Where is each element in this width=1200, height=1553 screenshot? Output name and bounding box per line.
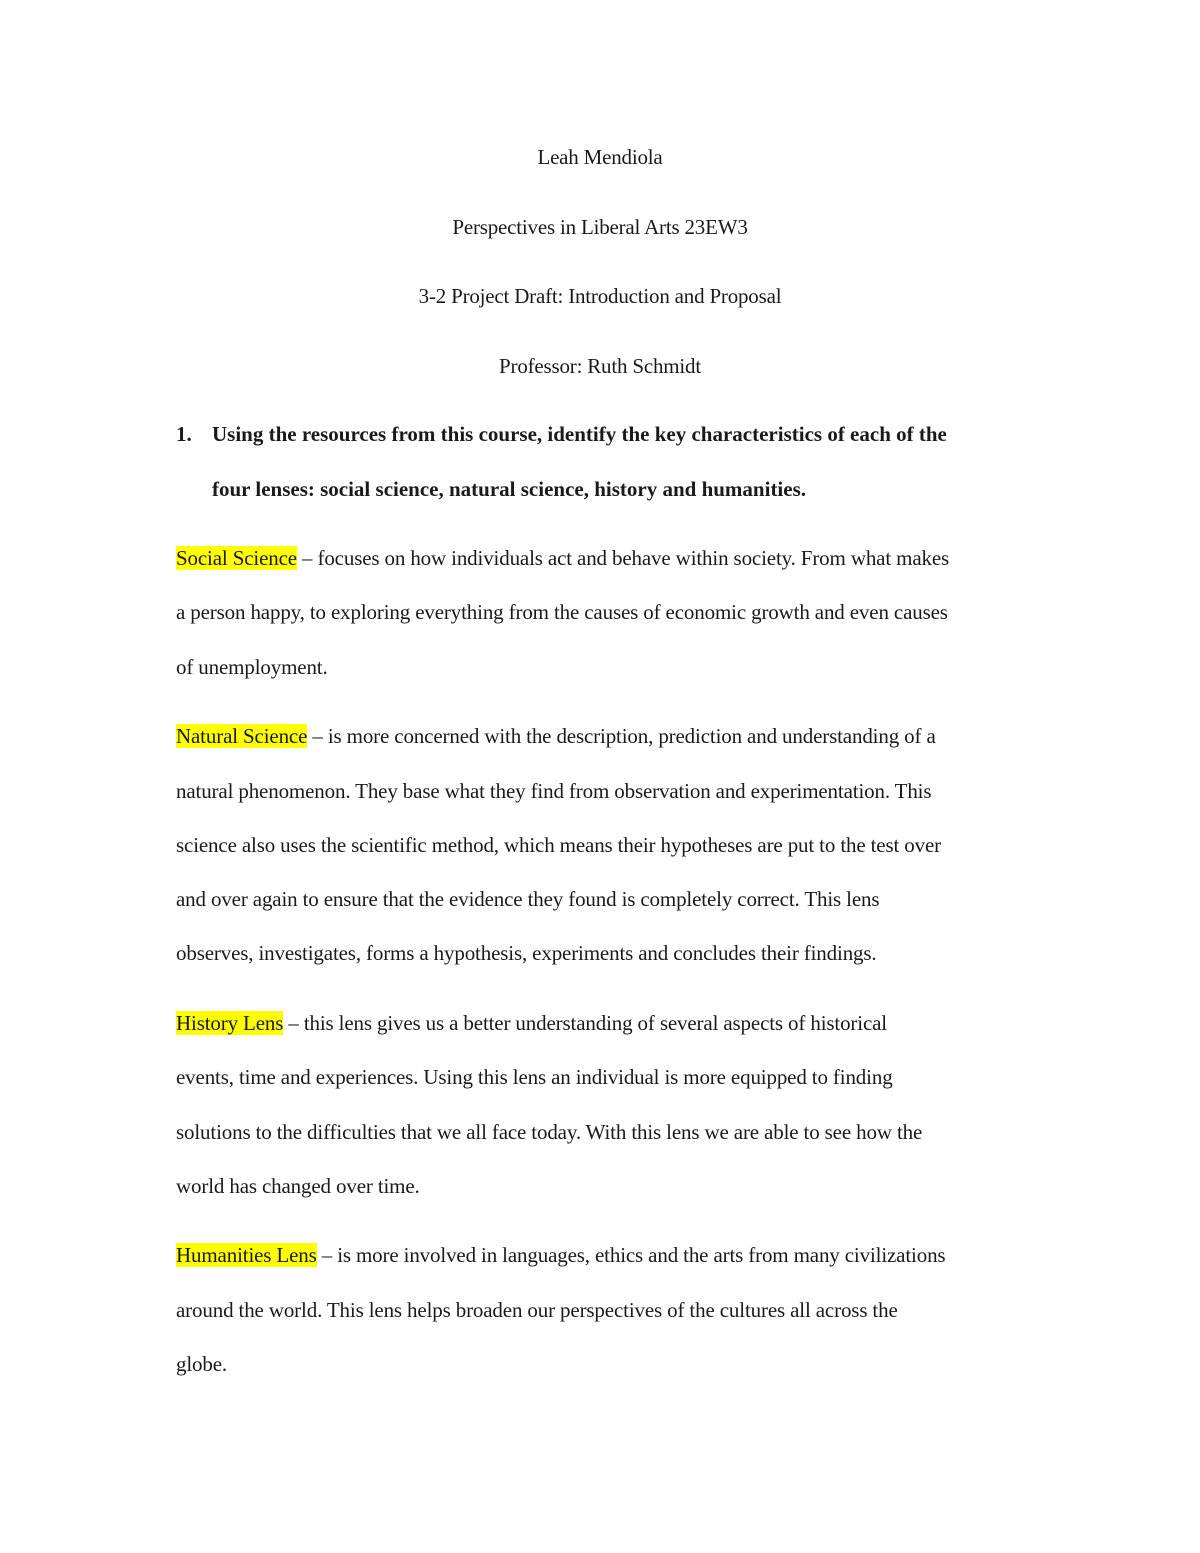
author-name: Leah Mendiola: [537, 145, 663, 169]
question-line-2: four lenses: social science, natural science, history and humanities.: [212, 477, 807, 501]
natural-science-line-5: observes, investigates, forms a hypothesis, experiments and concludes their findings.: [176, 941, 877, 965]
professor-name: Professor: Ruth Schmidt: [499, 354, 701, 378]
social-science-line-1: [176, 545, 949, 571]
natural-science-term: Natural Science: [176, 724, 308, 748]
natural-science-text-1: – is more concerned with the description, prediction and understanding of a: [307, 724, 936, 748]
social-science-line-2: a person happy, to exploring everything from the causes of economic growth and even causes: [176, 600, 948, 624]
course-title: Perspectives in Liberal Arts 23EW3: [452, 215, 748, 239]
question-number: 1.: [176, 422, 192, 446]
social-science-text-1: – focuses on how individuals act and behave within society. From what makes: [296, 546, 950, 570]
humanities-lens-line-3: globe.: [176, 1352, 228, 1376]
history-lens-line-1: [176, 1010, 887, 1036]
humanities-lens-text-1: – is more involved in languages, ethics and the arts from many civilizations: [316, 1243, 946, 1267]
humanities-lens-line-1: [176, 1242, 945, 1268]
natural-science-line-4: and over again to ensure that the evidence they found is completely correct. This lens: [176, 887, 880, 911]
question-line-1: Using the resources from this course, identify the key characteristics of each of the: [212, 422, 947, 446]
humanities-lens-line-2: around the world. This lens helps broaden our perspectives of the cultures all across the: [176, 1298, 898, 1322]
history-lens-text-1: – this lens gives us a better understanding of several aspects of historical: [283, 1011, 887, 1035]
history-lens-line-2: events, time and experiences. Using this lens an individual is more equipped to finding: [176, 1065, 893, 1089]
natural-science-line-1: [176, 723, 936, 749]
history-lens-term: History Lens: [176, 1011, 284, 1035]
assignment-title: 3-2 Project Draft: Introduction and Proposal: [418, 284, 782, 308]
history-lens-line-3: solutions to the difficulties that we all face today. With this lens we are able to see how the: [176, 1120, 923, 1144]
humanities-lens-term: Humanities Lens: [176, 1243, 317, 1267]
social-science-line-3: of unemployment.: [176, 655, 328, 679]
natural-science-line-2: natural phenomenon. They base what they find from observation and experimentation. This: [176, 779, 932, 803]
history-lens-line-4: world has changed over time.: [176, 1174, 420, 1198]
natural-science-line-3: science also uses the scientific method, which means their hypotheses are put to the test over: [176, 833, 942, 857]
social-science-term: Social Science: [176, 546, 297, 570]
